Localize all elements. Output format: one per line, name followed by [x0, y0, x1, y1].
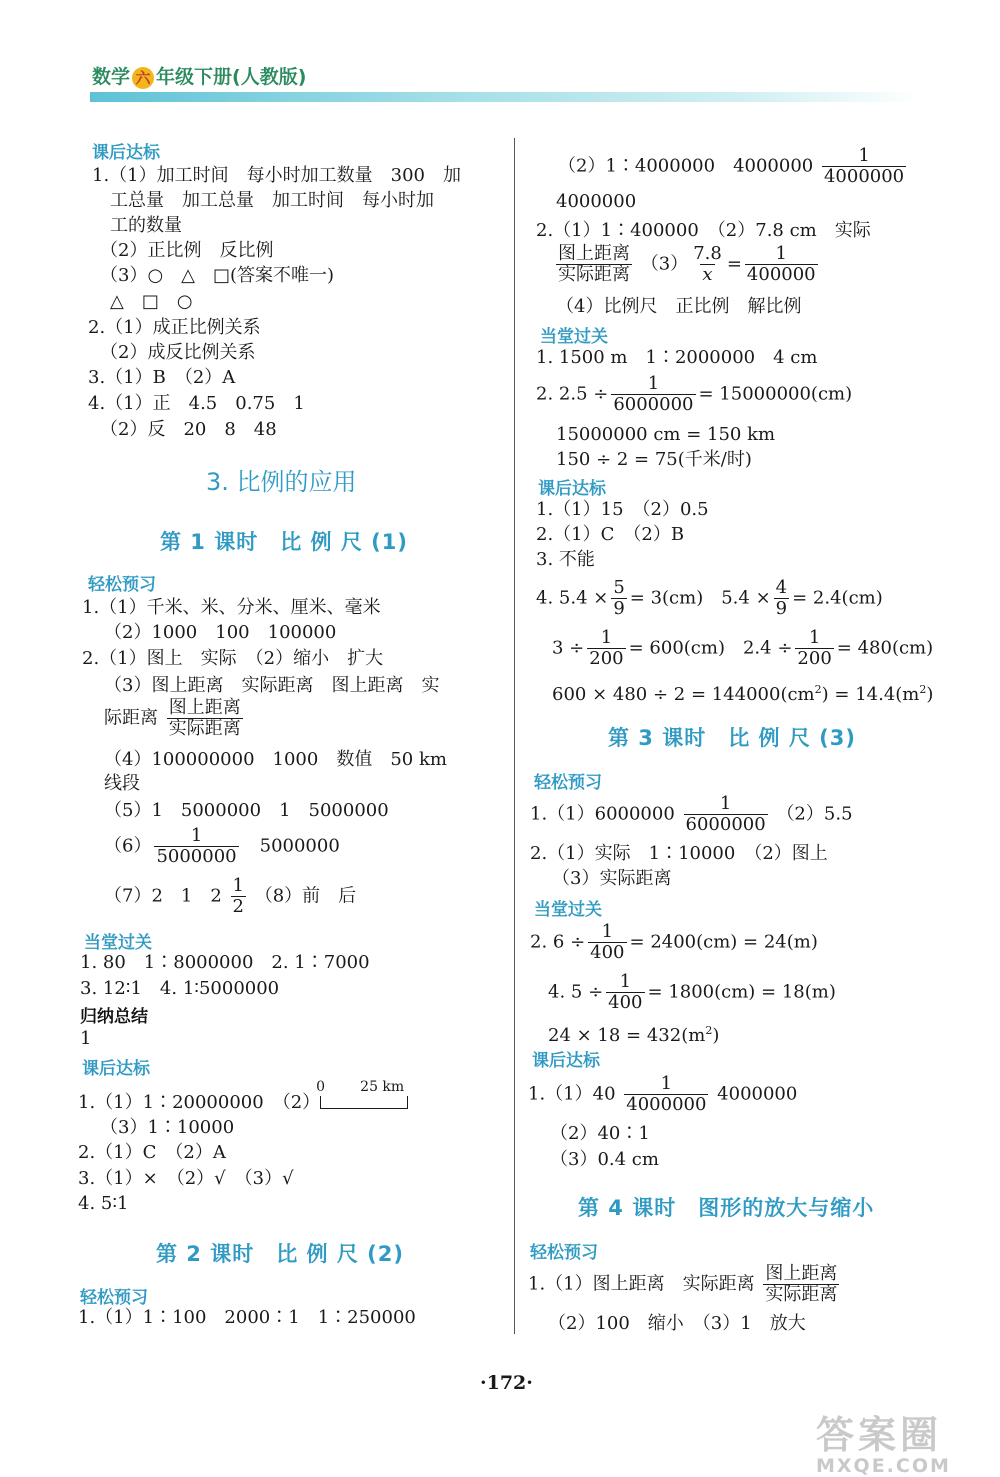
- lesson-title: 第 1 课时 比 例 尺 (1): [160, 530, 408, 554]
- numerator: 图上距离: [765, 1263, 838, 1284]
- answer-line: [552, 628, 933, 669]
- text: 1.（1）6000000: [530, 803, 675, 825]
- text: 4. 5.4 ×: [536, 587, 609, 609]
- denominator: 400000: [746, 264, 816, 285]
- text: 4. 5 ÷: [548, 981, 604, 1003]
- denominator: 4000000: [823, 166, 905, 187]
- answer-line: （2）成反比例关系: [100, 342, 256, 363]
- text: 际距离: [104, 707, 158, 729]
- section-heading: 当堂过关: [540, 327, 608, 347]
- text: = 600(cm) 2.4 ÷: [628, 637, 793, 659]
- text: 4000000: [717, 1083, 798, 1105]
- fraction: [231, 876, 246, 917]
- text: = 480(cm): [836, 637, 934, 659]
- numerator: 5: [613, 577, 625, 598]
- fraction: [611, 374, 695, 415]
- answer-line: 4000000: [556, 191, 637, 212]
- fraction: [606, 972, 644, 1013]
- answer-line: 2.（1）成正比例关系: [88, 317, 261, 338]
- numerator: 4: [775, 577, 788, 598]
- section-heading: 轻松预习: [80, 1288, 148, 1308]
- book-label: 年级下册(人教版): [156, 66, 307, 88]
- answer-line: （4）比例尺 正比例 解比例: [556, 296, 802, 317]
- text: 1.（1）1∶20000000 （2）: [78, 1092, 321, 1113]
- answer-line: （3）0.4 cm: [550, 1149, 659, 1170]
- text: （2）1∶4000000 4000000: [558, 155, 814, 177]
- text: （3）: [640, 253, 689, 275]
- watermark: [816, 1404, 951, 1477]
- text: 24 × 18 = 432(m: [548, 1025, 706, 1046]
- answer-line: 3.（1）× （2）√ （3）√: [78, 1168, 294, 1189]
- answer-line: [536, 374, 852, 415]
- text: ) = 14.4(m: [821, 684, 920, 705]
- text: = 1800(cm) = 18(m): [647, 981, 836, 1003]
- answer-line: 4.（1）正 4.5 0.75 1: [88, 393, 305, 414]
- fraction: [167, 698, 243, 739]
- watermark-url: MXQE.COM: [816, 1455, 951, 1477]
- text: 600 × 480 ÷ 2 = 144000(cm: [552, 684, 815, 705]
- denominator: 9: [775, 598, 788, 619]
- answer-line: （3）图上距离 实际距离 图上距离 实: [104, 675, 440, 696]
- scale-label-zero: 0: [316, 1079, 326, 1095]
- fraction: [611, 578, 626, 619]
- scale-bar: [316, 1079, 408, 1115]
- chapter-title: 3. 比例的应用: [206, 468, 357, 496]
- section-heading: 轻松预习: [530, 1243, 598, 1263]
- answer-line: 1. 1500 m 1∶2000000 4 cm: [536, 347, 818, 368]
- answer-line: 工的数量: [110, 215, 182, 236]
- answer-line: 15000000 cm = 150 km: [556, 424, 776, 445]
- section-heading: 课后达标: [82, 1059, 150, 1079]
- answer-line: （2）40∶1: [550, 1123, 650, 1144]
- lesson-title: 第 2 课时 比 例 尺 (2): [156, 1242, 404, 1266]
- section-heading: 当堂过关: [534, 900, 602, 920]
- fraction: [556, 244, 632, 285]
- numerator: 1: [719, 793, 732, 814]
- denominator: 4000000: [626, 1094, 707, 1115]
- answer-line: [104, 876, 356, 917]
- text: （7）2 1 2: [104, 885, 222, 907]
- scale-label-end: 25 km: [360, 1079, 405, 1095]
- numerator: 图上距离: [168, 697, 241, 718]
- numerator: 1: [600, 627, 613, 648]
- text: = 3(cm) 5.4 ×: [629, 587, 771, 609]
- text: = 15000000(cm): [698, 383, 853, 405]
- header-band: [90, 92, 920, 102]
- denominator: 实际距离: [558, 264, 630, 285]
- answer-line: [530, 922, 818, 963]
- numerator: 7.8: [693, 243, 722, 264]
- grade-badge: 六: [132, 67, 154, 89]
- text: （2）5.5: [776, 803, 853, 825]
- text: 2. 6 ÷: [530, 931, 586, 953]
- answer-line: 工总量 加工总量 加工时间 每小时加: [110, 190, 434, 211]
- section-heading: 轻松预习: [534, 773, 602, 793]
- answer-line: 3. 12∶1 4. 1∶5000000: [80, 978, 280, 999]
- denominator: 6000000: [613, 394, 694, 415]
- text: ): [926, 684, 934, 705]
- text: 2. 2.5 ÷: [536, 383, 609, 405]
- text: = 2.4(cm): [792, 587, 883, 609]
- numerator: 1: [619, 971, 632, 992]
- answer-line: 4. 5∶1: [78, 1193, 129, 1214]
- answer-line: 3.（1）B （2）A: [88, 367, 236, 388]
- running-header: [92, 62, 306, 89]
- text: （8）前 后: [254, 885, 357, 907]
- answer-line: [536, 578, 883, 619]
- denominator: x: [702, 264, 713, 285]
- text: = 2400(cm) = 24(m): [629, 931, 818, 953]
- numerator: 1: [660, 1073, 673, 1094]
- answer-line: [558, 146, 909, 187]
- numerator: 1: [808, 627, 821, 648]
- answer-line: 2.（1）1∶400000 （2）7.8 cm 实际: [536, 220, 871, 241]
- text: ): [712, 1025, 720, 1046]
- numerator: 1: [601, 921, 614, 942]
- answer-line: （2）正比例 反比例: [100, 240, 274, 261]
- numerator: 图上距离: [558, 243, 630, 264]
- denominator: 6000000: [685, 814, 766, 835]
- superscript: 2: [919, 683, 927, 696]
- denominator: 400: [590, 942, 625, 963]
- text: 1.（1）图上距离 实际距离: [528, 1273, 755, 1295]
- numerator: 1: [647, 373, 660, 394]
- subject-label: 数学: [92, 66, 131, 88]
- superscript: 2: [814, 683, 822, 696]
- denominator: 5000000: [156, 846, 237, 867]
- denominator: 200: [589, 648, 624, 669]
- answer-line: 2.（1）C （2）B: [536, 524, 685, 545]
- fraction: [774, 578, 789, 619]
- answer-line: 1.（1）15 （2）0.5: [536, 499, 709, 520]
- answer-line: [78, 1079, 408, 1115]
- fraction: [745, 244, 818, 285]
- answer-line: （3）实际距离: [552, 868, 672, 889]
- answer-line: （2）1000 100 100000: [104, 622, 337, 643]
- lesson-title: 第 4 课时 图形的放大与缩小: [578, 1196, 875, 1220]
- answer-line: （2）反 20 8 48: [100, 419, 277, 440]
- fraction: [763, 1264, 839, 1305]
- fraction: [795, 628, 833, 669]
- answer-line: 1.（1）1∶100 2000∶1 1∶250000: [78, 1307, 416, 1328]
- answer-line: [104, 826, 340, 867]
- denominator: 2: [232, 896, 244, 917]
- answer-line: [556, 244, 821, 285]
- watermark-logo-text: 答案圈: [816, 1413, 943, 1457]
- answer-line: [548, 1019, 719, 1048]
- answer-line: 1. 80 1∶8000000 2. 1∶7000: [80, 952, 370, 973]
- fraction: [587, 628, 625, 669]
- denominator: 400: [608, 992, 643, 1013]
- answer-line: 2.（1）图上 实际 （2）缩小 扩大: [82, 648, 384, 669]
- answer-line: [528, 1264, 842, 1305]
- answer-line: [552, 678, 933, 707]
- answer-line: （3）○ △ □(答案不唯一): [100, 265, 335, 286]
- answer-line: △ □ ○: [110, 291, 193, 312]
- numerator: 1: [190, 825, 203, 846]
- fraction: [822, 146, 906, 187]
- fraction: [588, 922, 626, 963]
- denominator: 实际距离: [168, 718, 241, 739]
- fraction: [154, 826, 238, 867]
- answer-line: 1.（1）千米、米、分米、厘米、毫米: [82, 597, 381, 618]
- bold-heading: 归纳总结: [80, 1007, 148, 1027]
- answer-line: 2.（1）实际 1∶10000 （2）图上: [530, 843, 828, 864]
- text: 1.（1）40: [528, 1083, 616, 1105]
- answer-line: （5）1 5000000 1 5000000: [104, 800, 389, 821]
- numerator: 1: [232, 875, 244, 896]
- text: 5000000: [259, 835, 340, 857]
- answer-line: [530, 794, 853, 835]
- fraction: [624, 1074, 708, 1115]
- answer-line: [548, 972, 836, 1013]
- numerator: 1: [858, 145, 870, 166]
- answer-line: （2）100 缩小 （3）1 放大: [548, 1313, 806, 1334]
- page-number: ·172·: [480, 1372, 533, 1394]
- answer-line: 线段: [104, 773, 140, 794]
- text: （6）: [104, 835, 152, 857]
- section-heading: 课后达标: [92, 143, 160, 163]
- section-heading: 轻松预习: [88, 575, 156, 595]
- answer-line: 1: [80, 1028, 92, 1049]
- answer-line: 1.（1）加工时间 每小时加工数量 300 加: [92, 165, 461, 186]
- numerator: 1: [775, 243, 787, 264]
- answer-line: [528, 1074, 797, 1115]
- lesson-title: 第 3 课时 比 例 尺 (3): [608, 726, 856, 750]
- section-heading: 当堂过关: [84, 933, 152, 953]
- section-heading: 课后达标: [538, 479, 606, 499]
- answer-line: 150 ÷ 2 = 75(千米/时): [556, 449, 752, 470]
- text: 3 ÷: [552, 637, 585, 659]
- column-divider: [514, 138, 515, 1334]
- answer-line: 2.（1）C （2）A: [78, 1142, 226, 1163]
- answer-line: 3. 不能: [536, 549, 595, 570]
- denominator: 实际距离: [765, 1284, 838, 1305]
- answer-line: （4）100000000 1000 数值 50 km: [104, 749, 447, 770]
- section-heading: 课后达标: [532, 1051, 600, 1071]
- answer-line: （3）1∶10000: [100, 1117, 235, 1138]
- denominator: 200: [797, 648, 832, 669]
- fraction: [684, 794, 768, 835]
- equals: =: [726, 253, 742, 275]
- answer-line: [104, 698, 246, 739]
- denominator: 9: [613, 598, 625, 619]
- superscript: 2: [705, 1024, 713, 1037]
- fraction: [691, 244, 724, 285]
